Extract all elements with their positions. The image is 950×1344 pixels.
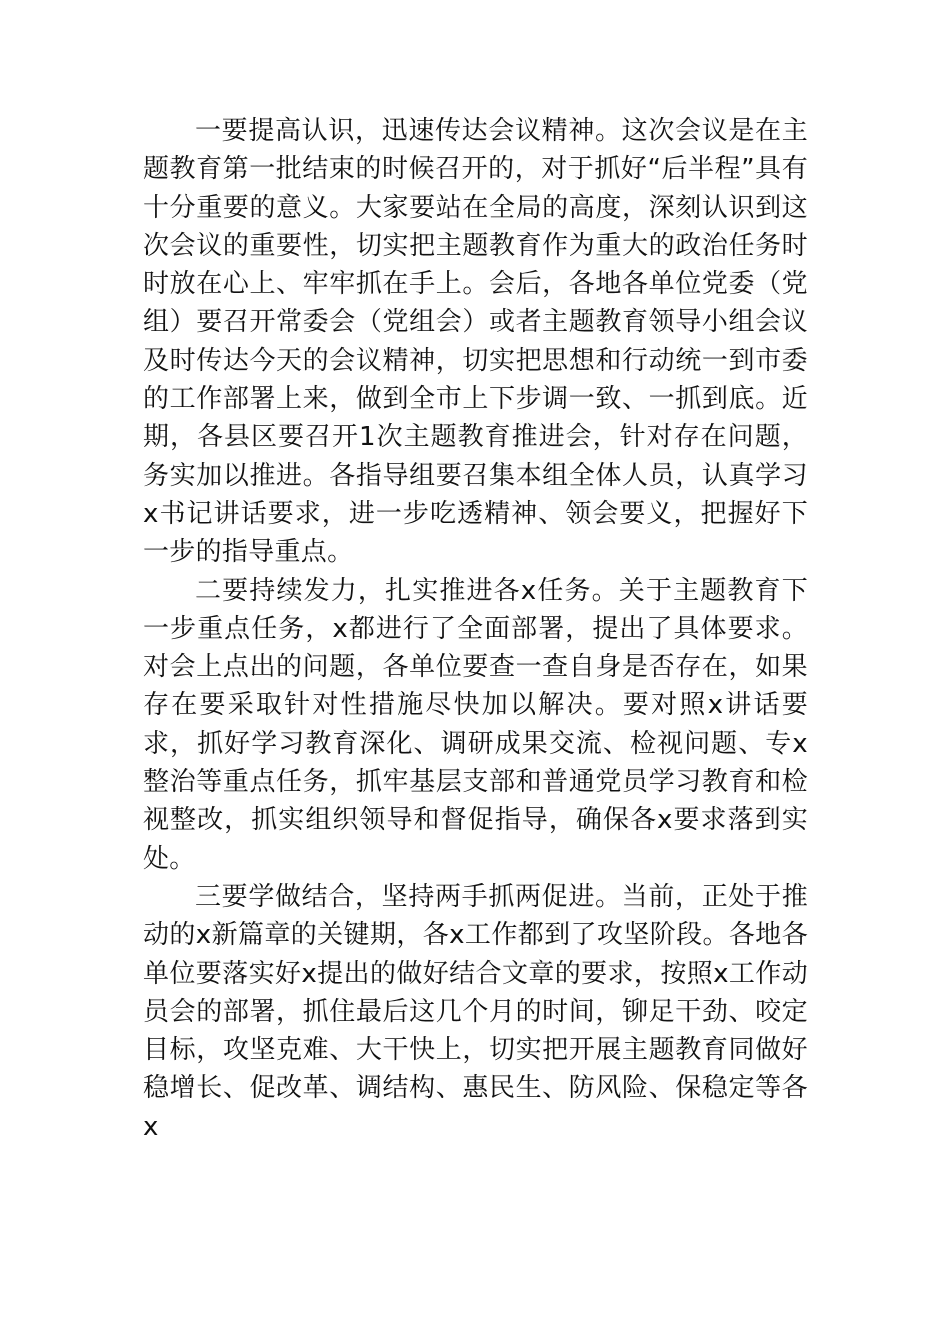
paragraph-1: 一要提高认识，迅速传达会议精神。这次会议是在主题教育第一批结束的时候召开的，对于抓好“后半程”具有十分重要的意义。大家要站在全局的高度，深刻认识到这次会议的重要性，切实把主题教育作为重大的政治任务时时放在心上、牢牢抓在手上。会后，各地各单位党委（党组）要召开常委会（党组会）或者主题教育领导小组会议及时传达今天的会议精神，切实把思想和行动统一到市委的工作部署上来，做到全市上下步调一致、一抓到底。近期，各县区要召开1次主题教育推进会，针对存在问题，务实加以推进。各指导组要召集本组全体人员，认真学习x书记讲话要求，进一步吃透精神、领会要义，把握好下一步的指导重点。 (143, 116, 808, 568)
paragraph-2: 二要持续发力，扎实推进各x任务。关于主题教育下一步重点任务，x都进行了全面部署，提出了具体要求。对会上点出的问题，各单位要查一查自身是否存在，如果存在要采取针对性措施尽快加以解决。要对照x讲话要求，抓好学习教育深化、调研成果交流、检视问题、专x整治等重点任务，抓牢基层支部和普通党员学习教育和检视整改，抓实组织领导和督促指导，确保各x要求落到实处。 (143, 575, 808, 874)
document-body (143, 112, 808, 1146)
paragraph-3: 三要学做结合，坚持两手抓两促进。当前，正处于推动的x新篇章的关键期，各x工作都到了攻坚阶段。各地各单位要落实好x提出的做好结合文章的要求，按照x工作动员会的部署，抓住最后这几个月的时间，铆足干劲、咬定目标，攻坚克难、大干快上，切实把开展主题教育同做好稳增长、促改革、调结构、惠民生、防风险、保稳定等各x (143, 881, 808, 1142)
